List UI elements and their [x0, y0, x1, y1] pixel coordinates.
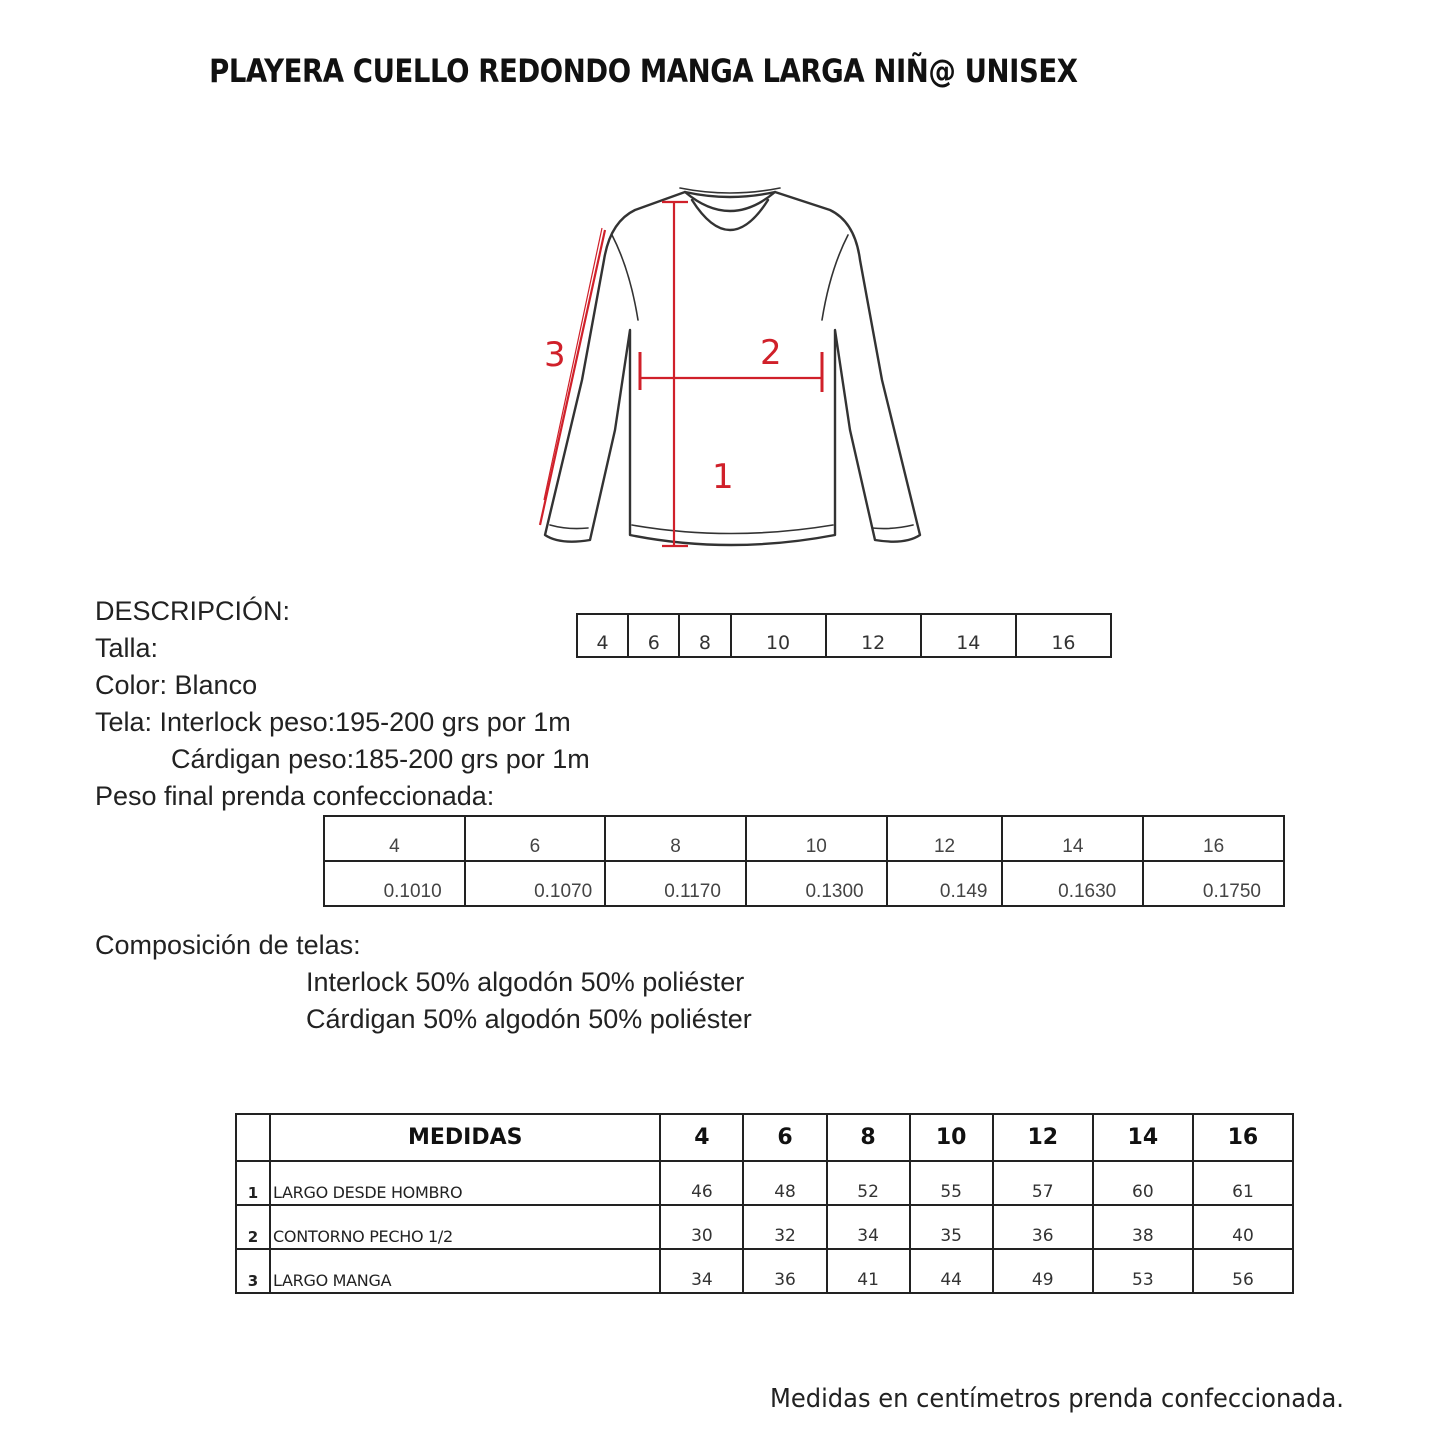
size-header-cell: 12	[993, 1114, 1093, 1161]
value-cell: 60	[1093, 1161, 1193, 1205]
measurements-table	[235, 1113, 1294, 1294]
weight-value-cell: 0.1010	[324, 861, 465, 906]
value-cell: 49	[993, 1249, 1093, 1293]
composition-line-2: Cárdigan 50% algodón 50% poliéster	[306, 1004, 752, 1034]
size-header-cell: 14	[1093, 1114, 1193, 1161]
value-cell: 40	[1193, 1205, 1293, 1249]
value-cell: 44	[910, 1249, 993, 1293]
weight-size-cell: 8	[605, 816, 746, 861]
value-cell: 57	[993, 1161, 1093, 1205]
size-cell: 6	[628, 614, 679, 657]
weight-size-cell: 12	[887, 816, 1003, 861]
value-cell: 41	[827, 1249, 910, 1293]
footer-note: Medidas en centímetros prenda confeccionada.	[770, 1384, 1344, 1414]
description-heading: DESCRIPCIÓN:	[95, 596, 291, 626]
tela-line-2: Cárdigan peso:185-200 grs por 1m	[171, 744, 590, 774]
talla-label: Talla:	[95, 633, 159, 663]
row-label: LARGO DESDE HOMBRO	[270, 1161, 660, 1205]
long-sleeve-shirt-icon	[530, 180, 930, 560]
table-row	[236, 1205, 1293, 1249]
weight-size-cell: 16	[1143, 816, 1284, 861]
size-cell: 14	[921, 614, 1016, 657]
size-table	[576, 613, 1112, 658]
value-cell: 61	[1193, 1161, 1293, 1205]
value-cell: 34	[827, 1205, 910, 1249]
composition-line-1: Interlock 50% algodón 50% poliéster	[306, 967, 745, 997]
measure-label-3: 3	[544, 335, 566, 375]
size-cell: 4	[577, 614, 628, 657]
weight-table	[323, 815, 1285, 907]
size-cell: 8	[679, 614, 730, 657]
weight-value-cell: 0.1750	[1143, 861, 1284, 906]
value-cell: 46	[660, 1161, 743, 1205]
measure-label-1: 1	[712, 457, 734, 497]
table-row	[236, 1249, 1293, 1293]
size-header-cell: 8	[827, 1114, 910, 1161]
value-cell: 55	[910, 1161, 993, 1205]
value-cell: 35	[910, 1205, 993, 1249]
weight-value-cell: 0.1630	[1002, 861, 1143, 906]
row-label: LARGO MANGA	[270, 1249, 660, 1293]
value-cell: 38	[1093, 1205, 1193, 1249]
weight-size-cell: 4	[324, 816, 465, 861]
row-index: 2	[236, 1205, 270, 1249]
size-header-cell: 6	[743, 1114, 826, 1161]
weight-value-cell: 0.149	[887, 861, 1003, 906]
value-cell: 36	[743, 1249, 826, 1293]
row-label: CONTORNO PECHO 1/2	[270, 1205, 660, 1249]
color-line: Color: Blanco	[95, 670, 258, 700]
value-cell: 52	[827, 1161, 910, 1205]
weight-size-cell: 10	[746, 816, 887, 861]
row-index: 1	[236, 1161, 270, 1205]
measure-label-2: 2	[760, 333, 782, 373]
size-cell: 16	[1016, 614, 1111, 657]
size-cell: 10	[731, 614, 826, 657]
value-cell: 34	[660, 1249, 743, 1293]
tela-line-1: Tela: Interlock peso:195-200 grs por 1m	[95, 707, 571, 737]
value-cell: 36	[993, 1205, 1093, 1249]
size-cell: 12	[826, 614, 921, 657]
value-cell: 56	[1193, 1249, 1293, 1293]
composition-heading: Composición de telas:	[95, 930, 361, 960]
index-header-cell	[236, 1114, 270, 1161]
table-row	[236, 1161, 1293, 1205]
value-cell: 53	[1093, 1249, 1193, 1293]
row-index: 3	[236, 1249, 270, 1293]
garment-diagram	[530, 180, 930, 560]
size-header-cell: 10	[910, 1114, 993, 1161]
size-header-cell: 4	[660, 1114, 743, 1161]
value-cell: 32	[743, 1205, 826, 1249]
peso-label: Peso final prenda confeccionada:	[95, 781, 495, 811]
measurements-header: MEDIDAS	[270, 1114, 660, 1161]
value-cell: 30	[660, 1205, 743, 1249]
weight-size-cell: 14	[1002, 816, 1143, 861]
value-cell: 48	[743, 1161, 826, 1205]
weight-value-cell: 0.1070	[465, 861, 605, 906]
weight-value-cell: 0.1170	[605, 861, 746, 906]
weight-size-cell: 6	[465, 816, 605, 861]
size-header-cell: 16	[1193, 1114, 1293, 1161]
page-title: PLAYERA CUELLO REDONDO MANGA LARGA NIÑ@ UNISEX	[209, 52, 1078, 90]
weight-value-cell: 0.1300	[746, 861, 887, 906]
